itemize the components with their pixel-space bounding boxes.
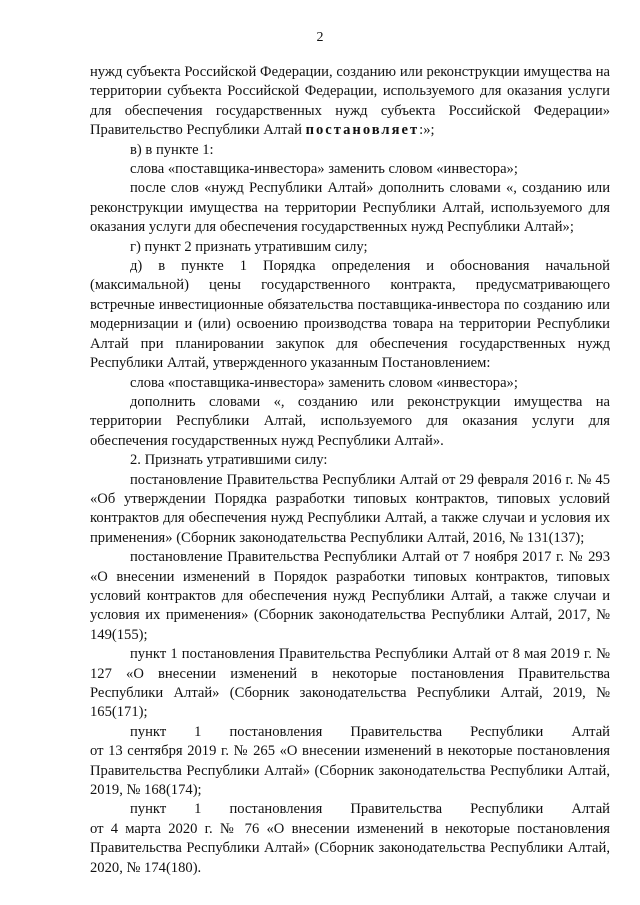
keyword-suffix: :»; (419, 122, 435, 139)
paragraph-repeal-2016: постановление Правительства Республики Алтай от 29 февраля 2016 г. № 45 «Об утверждении Порядка разработки типовых контрактов, типовых условий контрактов для обеспечения нужд Республики Алтай, а также случаи и условия их применения» (Сборник законодательства Республики Алтай, 2016, № 131(137); (90, 471, 610, 546)
paragraph-repeal-2020-line1: пункт 1 постановления Правительства Республики Алтай (130, 801, 610, 818)
paragraph-replace-words: слова «поставщика-инвестора» заменить словом «инвестора»; (130, 161, 518, 178)
paragraph-repeal-2019-sep: от 13 сентября 2019 г. № 265 «О внесении изменений в некоторые постановления Правительства Республики Алтай» (Сборник законодательства Республики Алтай, 2019, № 168(174); (90, 743, 610, 799)
paragraph-supplement: дополнить словами «, созданию или реконструкции имущества на территории Республики Алтай, используемого для оказания услуги для обеспечения государственных нужд Республики Алтай». (90, 393, 610, 449)
paragraph-item-d: д) в пункте 1 Порядка определения и обоснования начальной (максимальной) цены государственного контракта, предусматривающего встречные инвестиционные обязательства поставщика-инвестора по созданию или модернизации и (или) освоению производства товара на территории Республики Алтай при планировании закупок для обеспечения государственных нужд Республики Алтай, утвержденного указанным Постановлением: (90, 258, 610, 372)
keyword-postanovlyaet: постановляет (305, 122, 420, 139)
page-number: 2 (316, 30, 324, 45)
paragraph-continuation (90, 63, 610, 141)
paragraph-item-v: в) в пункте 1: (130, 141, 214, 158)
paragraph-text: нужд субъекта Российской Федерации, созданию или реконструкции имущества на территории субъекта Российской Федерации, используемого для оказания услуги для обеспечения государственных нужд субъекта Российской Федерации» Правительство Республики Алтай (90, 64, 610, 139)
paragraph-replace-words-2: слова «поставщика-инвестора» заменить словом «инвестора»; (130, 374, 518, 391)
paragraph-item-g: г) пункт 2 признать утратившим силу; (130, 238, 368, 255)
paragraph-repeal-2019-may: пункт 1 постановления Правительства Республики Алтай от 8 мая 2019 г. № 127 «О внесении изменений в некоторые постановления Правительства Республики Алтай» (Сборник законодательства Республики Алтай, 2019, № 165(171); (90, 646, 610, 721)
paragraph-repeal-2019-sep-line1: пункт 1 постановления Правительства Республики Алтай (130, 723, 610, 740)
paragraph-repeal-2017: постановление Правительства Республики Алтай от 7 ноября 2017 г. № 293 «О внесении изменений в Порядок разработки типовых контрактов, типовых условий контрактов для обеспечения нужд Республики Алтай, а также случаи и условия их применения» (Сборник законодательства Республики Алтай, 2017, № 149(155); (90, 549, 610, 643)
document-body (90, 63, 610, 878)
paragraph-after-words: после слов «нужд Республики Алтай» дополнить словами «, созданию или реконструкции имущества на территории Республики Алтай, используемого для оказания услуги для обеспечения государственных нужд Республики Алтай»; (90, 180, 610, 236)
paragraph-section-2: 2. Признать утратившими силу: (130, 452, 328, 469)
paragraph-repeal-2020: от 4 марта 2020 г. № 76 «О внесении изменений в некоторые постановления Правительства Республики Алтай» (Сборник законодательства Республики Алтай, 2020, № 174(180). (90, 820, 610, 876)
